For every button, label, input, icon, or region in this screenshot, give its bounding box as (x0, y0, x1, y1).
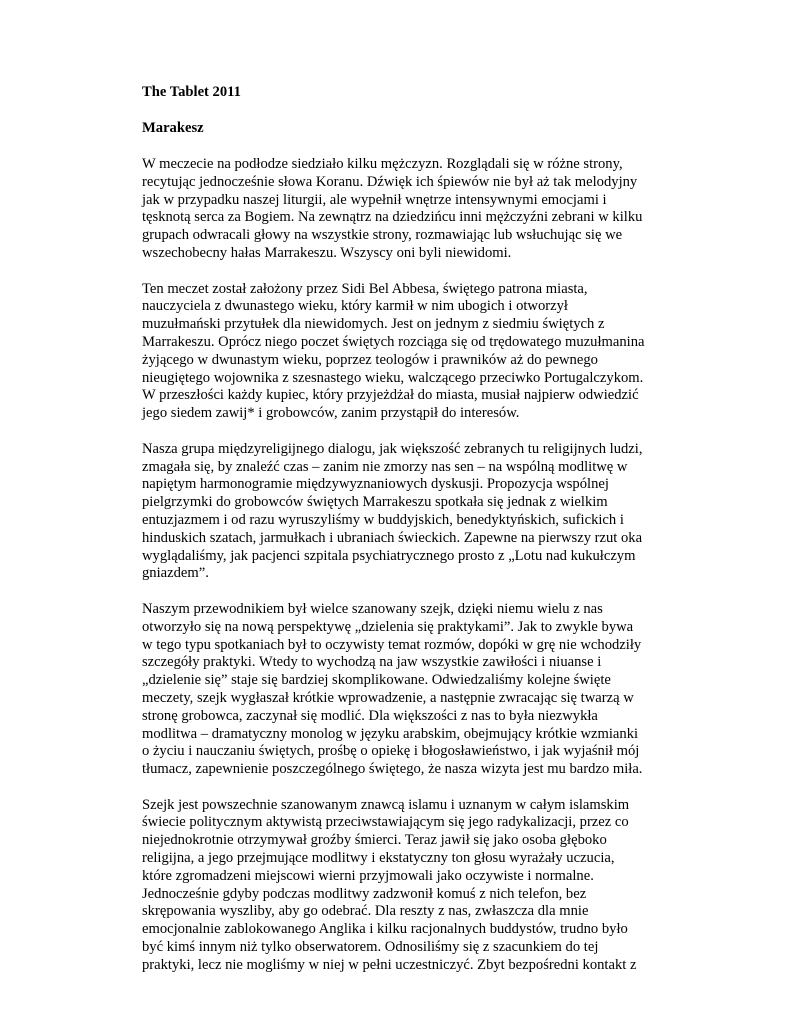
text-line: pielgrzymki do grobowców świętych Marrakeszu spotkała się jednak z wielkim (142, 494, 608, 511)
text-line: religijna, a jego przejmujące modlitwy i ekstatyczny ton głosu wyrażały uczucia, (142, 850, 615, 867)
text-line: tłumacz, zapewnienie poszczególnego świętego, że nasza wizyta jest mu bardzo miła. (142, 761, 643, 778)
text-line: świecie politycznym aktywistą przeciwstawiającym się jego radykalizacji, przez co (142, 814, 629, 831)
text-line: skrępowania wyszliby, aby go odebrać. Dla reszty z nas, zwłaszcza dla mnie (142, 903, 589, 920)
text-line: gniazdem”. (142, 565, 209, 582)
text-line: W przeszłości każdy kupiec, który przyjeżdżał do miasta, musiał najpierw odwiedzić (142, 387, 639, 404)
text-line: Marrakeszu. Oprócz niego poczet świętych rozciąga się od trędowatego muzułmanina (142, 333, 645, 350)
text-line: zmagała się, by znaleźć czas – zanim nie zmorzy nas sen – na wspólną modlitwę w (142, 458, 628, 475)
text-line: muzułmański przytułek dla niewidomych. Jest on jednym z siedmiu świętych z (142, 316, 605, 333)
text-line: jak w przypadku naszej liturgii, ale wypełnił wnętrze intensywnymi emocjami i (142, 191, 607, 208)
text-line: jego siedem zawij* i grobowców, zanim przystąpił do interesów. (142, 405, 520, 422)
paragraph-5 (142, 797, 650, 975)
text-line: praktyki, lecz nie mogliśmy w niej w pełni uczestniczyć. Zbyt bezpośredni kontakt z (142, 956, 637, 973)
text-line: „dzielenie się” staje się bardziej skomplikowane. Odwiedzaliśmy kolejne święte (142, 672, 611, 689)
text-line: W meczecie na podłodze siedziało kilku mężczyzn. Rozglądali się w różne strony, (142, 156, 623, 172)
paragraph-3 (142, 441, 650, 583)
text-line: stronę grobowca, zaczynał się modlić. Dla większości z nas to była niezwykła (142, 707, 598, 724)
text-line: niejednokrotnie otrzymywał groźby śmierci. Teraz jawił się jako osoba głęboko (142, 832, 607, 849)
text-line: wszechobecny hałas Marrakeszu. Wszyscy oni byli niewidomi. (142, 244, 512, 261)
text-line: emocjonalnie zablokowanego Anglika i kilku racjonalnych buddystów, trudno było (142, 921, 628, 938)
text-line: tęsknotą serca za Bogiem. Na zewnątrz na dziedzińcu inni mężczyźni zebrani w kilku (142, 209, 643, 226)
text-line: Ten meczet został założony przez Sidi Bel Abbesa, świętego patrona miasta, (142, 280, 588, 297)
text-line: wyglądaliśmy, jak pacjenci szpitala psychiatrycznego prosto z „Lotu nad kukułczym (142, 547, 636, 564)
text-line: nauczyciela z dwunastego wieku, który karmił w nim ubogich i otworzył (142, 298, 568, 315)
text-line: grupach odwracali głowy na wszystkie strony, rozmawiając lub wsłuchując się we (142, 227, 623, 244)
publication-heading: The Tablet 2011 (142, 84, 241, 100)
paragraph-1 (142, 156, 650, 263)
text-line: recytując jednocześnie słowa Koranu. Dźwięk ich śpiewów nie był aż tak melodyjny (142, 173, 638, 190)
text-line: żyjącego w dwunastym wieku, poprzez teologów i prawników aż do pewnego (142, 351, 598, 368)
text-line: napiętym harmonogramie międzywyznaniowych dyskusji. Propozycja wspólnej (142, 476, 609, 493)
text-line: Jednocześnie gdyby podczas modlitwy zadzwonił komuś z nich telefon, bez (142, 885, 587, 902)
text-line: Nasza grupa międzyreligijnego dialogu, jak większość zebranych tu religijnych ludzi, (142, 440, 643, 457)
text-line: być kimś innym niż tylko obserwatorem. Odnosiliśmy się z szacunkiem do tej (142, 939, 599, 956)
text-line: Naszym przewodnikiem był wielce szanowany szejk, dzięki niemu wielu z nas (142, 600, 603, 617)
document-body (142, 84, 650, 992)
text-line: o życiu i nauczaniu świętych, prośbę o opiekę i błogosławieństwo, i jak wyjaśnił mój (142, 743, 640, 760)
text-line: modlitwa – dramatyczny monolog w języku arabskim, obejmujący krótkie wzmianki (142, 725, 639, 742)
article-title: Marakesz (142, 120, 204, 136)
paragraph-2 (142, 281, 650, 423)
text-line: meczety, szejk wygłaszał krótkie wprowadzenie, a następnie zwracając się twarzą w (142, 689, 634, 706)
text-line: hinduskich szatach, jarmułkach i ubraniach świeckich. Zapewne na pierwszy rzut oka (142, 529, 643, 546)
text-line: które zgromadzeni miejscowi wierni przyjmowali jako oczywiste i normalne. (142, 867, 594, 884)
paragraph-4 (142, 601, 650, 779)
text-line: entuzjazmem i od razu wyruszyliśmy w buddyjskich, benedyktyńskich, sufickich i (142, 511, 624, 528)
text-line: nieugiętego wojownika z szesnastego wieku, walczącego przeciwko Portugalczykom. (142, 369, 644, 386)
text-line: Szejk jest powszechnie szanowanym znawcą islamu i uznanym w całym islamskim (142, 796, 630, 813)
article-paragraphs (142, 156, 650, 975)
text-line: szczegóły praktyki. Wtedy to wychodzą na jaw wszystkie zawiłości i niuanse i (142, 654, 602, 671)
text-line: w tego typu spotkaniach był to oczywisty temat rozmów, dopóki w grę nie wchodziły (142, 636, 642, 653)
text-line: otworzyło się na nową perspektywę „dzielenia się praktykami”. Jak to zwykle bywa (142, 618, 634, 635)
